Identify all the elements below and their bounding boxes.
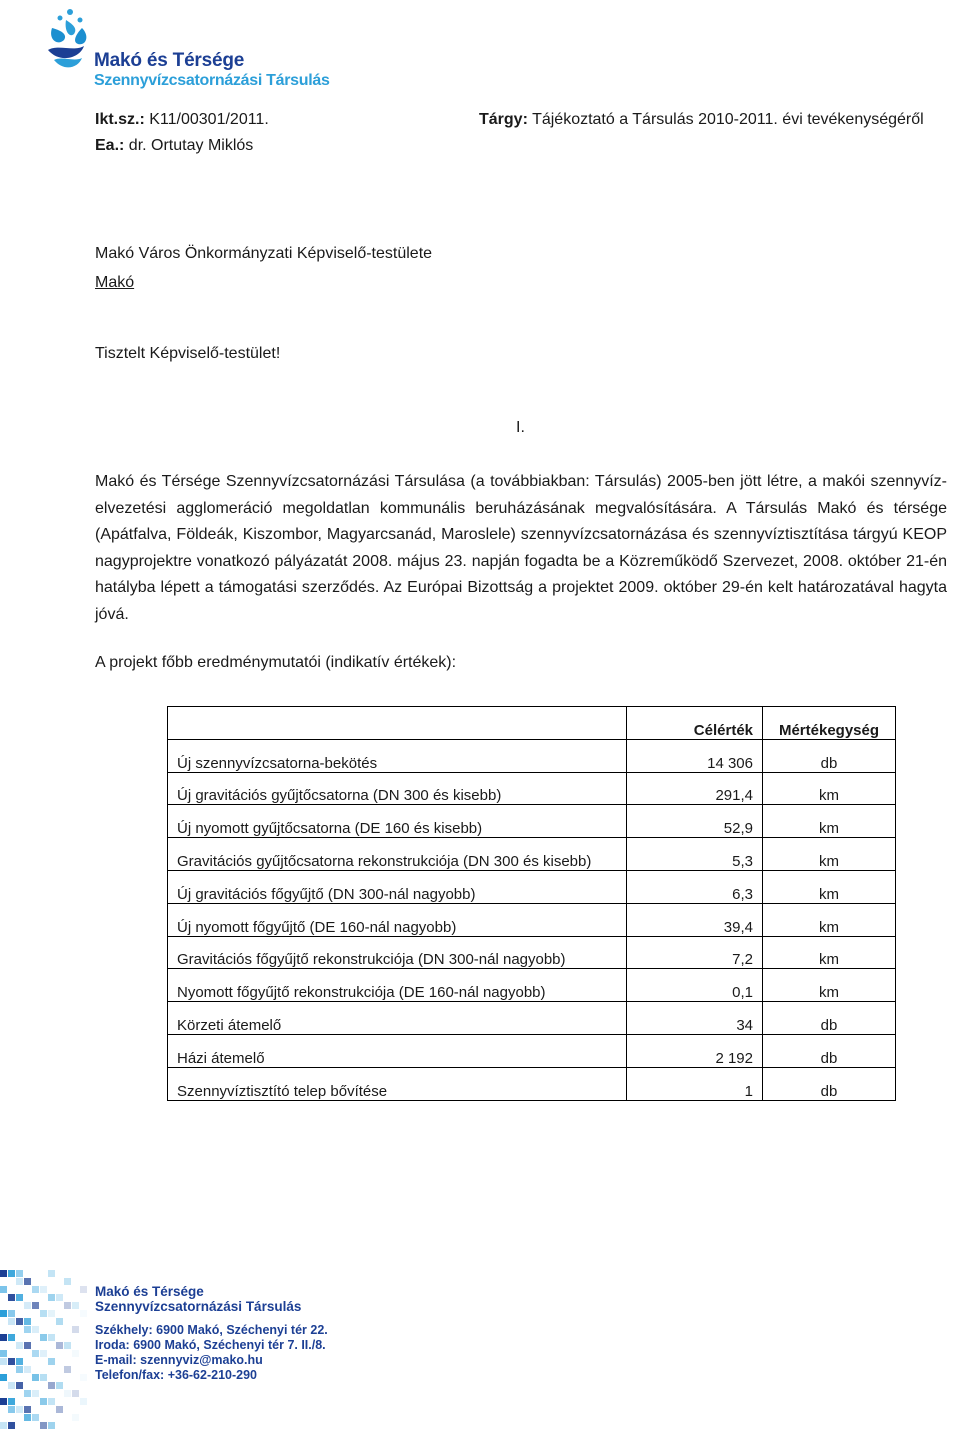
indicator-unit: km — [763, 805, 896, 838]
indicator-name: Gravitációs főgyűjtő rekonstrukciója (DN 300-nál nagyobb) — [168, 936, 627, 969]
body-paragraph: Makó és Térsége Szennyvízcsatornázási Társulása (a továbbiakban: Társulás) 2005-ben jött létre, a makói szennyvíz-elvezetési agglomeráció megoldatlan kommunális beruházásának megvalósítására. A Társulás Makó és térsége (Apátfalva, Földeák, Kiszombor, Magyarcsanád, Maroslele) szennyvízcsatornázása és szennyvíztisztítása tárgyú KEOP nagyprojektre vonatkozó pályázatát 2008. május 23. napján fogadta be a Közreműködő Szervezet, 2008. október 21-én hatályba lépett a támogatási szerződés. Az Európai Bizottság a projektet 2009. október 29-én kelt határozatával hagyta jóvá. — [95, 473, 947, 623]
indicator-value: 7,2 — [627, 936, 763, 969]
indicator-unit: km — [763, 772, 896, 805]
reference-number: Ikt.sz.: K11/00301/2011. — [95, 111, 269, 128]
footer — [0, 1270, 380, 1431]
table-row — [168, 772, 896, 805]
indicator-name: Új gravitációs főgyűjtő (DN 300-nál nagyobb) — [168, 870, 627, 903]
indicator-unit: db — [763, 1067, 896, 1100]
indicator-value: 0,1 — [627, 969, 763, 1002]
section-number: I. — [516, 419, 525, 436]
logo-subtitle: Szennyvízcsatornázási Társulás — [94, 72, 330, 89]
organization-logo — [40, 6, 330, 96]
table-row — [168, 969, 896, 1002]
table-row — [168, 1067, 896, 1100]
indicator-unit: km — [763, 903, 896, 936]
indicator-name: Gravitációs gyűjtőcsatorna rekonstrukciója (DN 300 és kisebb) — [168, 838, 627, 871]
indicator-value: 14 306 — [627, 739, 763, 772]
indicator-value: 52,9 — [627, 805, 763, 838]
table-row — [168, 903, 896, 936]
table-row — [168, 1002, 896, 1035]
header-target-value: Célérték — [627, 707, 763, 740]
indicator-name: Nyomott főgyűjtő rekonstrukciója (DE 160-nál nagyobb) — [168, 969, 627, 1002]
footer-contact — [95, 1284, 328, 1383]
indicator-value: 1 — [627, 1067, 763, 1100]
header-unit: Mértékegység — [763, 707, 896, 740]
indicator-value: 34 — [627, 1002, 763, 1035]
footer-phone: Telefon/fax: +36-62-210-290 — [95, 1368, 257, 1382]
indicator-name: Új szennyvízcsatorna-bekötés — [168, 739, 627, 772]
indicator-unit: km — [763, 969, 896, 1002]
indicator-unit: db — [763, 1002, 896, 1035]
indicator-name: Körzeti átemelő — [168, 1002, 627, 1035]
greeting: Tisztelt Képviselő-testület! — [95, 345, 281, 362]
indicator-name: Házi átemelő — [168, 1034, 627, 1067]
indicator-name: Új nyomott főgyűjtő (DE 160-nál nagyobb) — [168, 903, 627, 936]
indicator-table — [167, 706, 896, 1101]
indicator-value: 5,3 — [627, 838, 763, 871]
table-row — [168, 805, 896, 838]
footer-org-name: Makó és Térsége — [95, 1284, 204, 1299]
footer-email[interactable]: E-mail: szennyviz@mako.hu — [95, 1353, 263, 1367]
table-row — [168, 936, 896, 969]
table-row — [168, 1034, 896, 1067]
header-item — [168, 707, 627, 740]
addressee-line-1: Makó Város Önkormányzati Képviselő-testülete — [95, 245, 433, 262]
footer-office: Iroda: 6900 Makó, Széchenyi tér 7. II./8. — [95, 1338, 326, 1352]
indicator-name: Új nyomott gyűjtőcsatorna (DE 160 és kisebb) — [168, 805, 627, 838]
administrator: Ea.: dr. Ortutay Miklós — [95, 137, 254, 154]
table-header-row — [168, 707, 896, 740]
footer-seat: Székhely: 6900 Makó, Széchenyi tér 22. — [95, 1323, 328, 1337]
table-row — [168, 739, 896, 772]
footer-pattern-decoration — [0, 1270, 88, 1431]
table-row — [168, 870, 896, 903]
indicator-unit: db — [763, 1034, 896, 1067]
logo-name: Makó és Térsége — [94, 50, 245, 71]
indicator-unit: km — [763, 936, 896, 969]
indicator-value: 2 192 — [627, 1034, 763, 1067]
water-splash-icon — [40, 6, 100, 76]
subject-label: Tárgy: — [479, 111, 528, 128]
addressee-city: Makó — [95, 274, 135, 291]
table-row — [168, 838, 896, 871]
indicator-value: 6,3 — [627, 870, 763, 903]
reference-block — [95, 107, 269, 159]
indicator-value: 291,4 — [627, 772, 763, 805]
subject-line — [479, 107, 924, 133]
indicator-unit: km — [763, 838, 896, 871]
indicator-name: Új gravitációs gyűjtőcsatorna (DN 300 és kisebb) — [168, 772, 627, 805]
table-intro: A projekt főbb eredménymutatói (indikatív értékek): — [95, 654, 457, 671]
indicator-unit: km — [763, 870, 896, 903]
indicator-unit: db — [763, 739, 896, 772]
footer-org-subtitle: Szennyvízcsatornázási Társulás — [95, 1299, 302, 1314]
indicator-name: Szennyvíztisztító telep bővítése — [168, 1067, 627, 1100]
subject-value: Tájékoztató a Társulás 2010-2011. évi tevékenységéről — [532, 111, 924, 128]
indicator-value: 39,4 — [627, 903, 763, 936]
